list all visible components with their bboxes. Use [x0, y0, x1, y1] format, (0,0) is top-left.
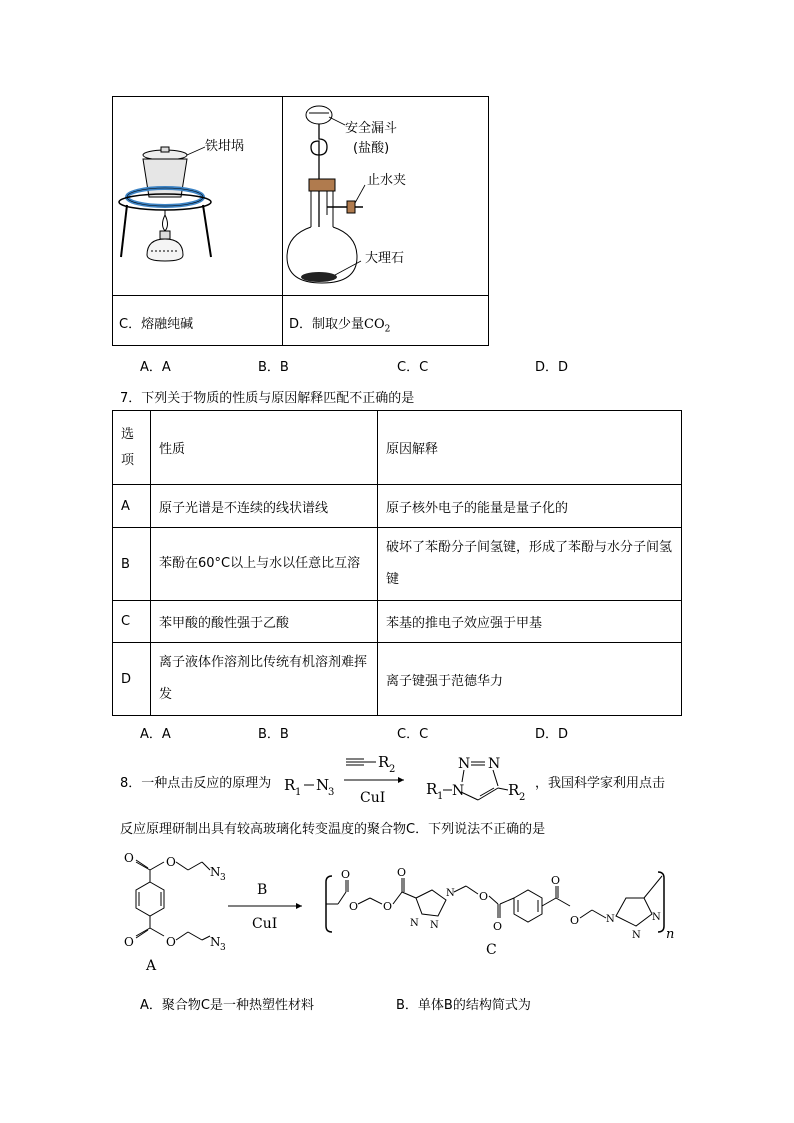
- svg-text:O: O: [479, 890, 489, 903]
- svg-text:2: 2: [389, 764, 396, 775]
- table-row: B 苯酚在60°C以上与水以任意比互溶 破坏了苯酚分子间氢键，形成了苯酚与水分子间氢键: [113, 528, 682, 601]
- svg-text:A: A: [146, 958, 157, 974]
- svg-text:N: N: [632, 930, 641, 941]
- svg-text:N: N: [458, 756, 471, 772]
- q8-intro: 8．一种点击反应的原理为: [120, 776, 272, 791]
- svg-text:N: N: [316, 776, 330, 794]
- svg-text:O: O: [493, 920, 503, 933]
- label-crucible: 铁坩埚: [205, 139, 245, 154]
- q6-option-b[interactable]: B．B: [258, 360, 289, 375]
- q8-line2: 反应原理研制出具有较高玻璃化转变温度的聚合物C．下列说法不正确的是: [120, 822, 546, 837]
- svg-text:R: R: [284, 776, 296, 794]
- svg-text:3: 3: [220, 873, 226, 883]
- q6-option-a[interactable]: A．A: [140, 360, 171, 375]
- svg-text:n: n: [666, 927, 675, 942]
- cell-d-caption: D．制取少量$CO_2$: [289, 317, 391, 335]
- q8-option-a[interactable]: A．聚合物C是一种热塑性材料: [140, 998, 314, 1013]
- svg-text:B: B: [257, 882, 268, 898]
- header-reason: 原因解释: [378, 411, 682, 485]
- svg-text:N: N: [210, 865, 221, 879]
- svg-text:2: 2: [519, 792, 526, 803]
- crucible-apparatus-figure: [113, 97, 282, 295]
- q7-option-c[interactable]: C．C: [397, 727, 429, 742]
- q7-option-a[interactable]: A．A: [140, 727, 171, 742]
- svg-text:CuI: CuI: [360, 790, 386, 806]
- table-row: A 原子光谱是不连续的线状谱线 原子核外电子的能量是量子化的: [113, 485, 682, 528]
- svg-text:N: N: [210, 935, 221, 949]
- svg-text:N: N: [606, 914, 615, 925]
- table-row: D 离子液体作溶剂比传统有机溶剂难挥发 离子键强于范德华力: [113, 643, 682, 716]
- q6-apparatus-table: [112, 96, 489, 346]
- svg-text:O: O: [124, 935, 134, 949]
- svg-text:3: 3: [220, 943, 226, 953]
- svg-text:O: O: [397, 866, 407, 879]
- svg-text:R: R: [508, 781, 520, 799]
- header-property: 性质: [151, 411, 378, 485]
- q8-intro-end: ，我国科学家利用点击: [535, 776, 666, 791]
- q8-option-b[interactable]: B．单体B的结构简式为: [396, 998, 531, 1013]
- q7-table: [112, 410, 682, 716]
- label-water-clamp: 止水夹: [367, 173, 407, 188]
- q6-option-d[interactable]: D．D: [535, 360, 569, 375]
- svg-text:N: N: [446, 888, 455, 899]
- label-marble: 大理石: [365, 251, 405, 266]
- table-row: C 苯甲酸的酸性强于乙酸 苯基的推电子效应强于甲基: [113, 601, 682, 643]
- svg-text:1: 1: [295, 787, 302, 798]
- svg-text:O: O: [341, 868, 351, 881]
- q6-option-c[interactable]: C．C: [397, 360, 429, 375]
- svg-text:O: O: [551, 874, 561, 887]
- svg-text:N: N: [652, 912, 661, 923]
- svg-text:N: N: [410, 918, 419, 929]
- q7-option-d[interactable]: D．D: [535, 727, 569, 742]
- svg-text:R: R: [426, 780, 438, 798]
- svg-text:1: 1: [437, 791, 444, 802]
- polymerization-scheme: [112, 842, 684, 982]
- label-safety-funnel: 安全漏斗: [345, 121, 398, 136]
- svg-text:O: O: [383, 900, 393, 913]
- svg-text:CuI: CuI: [252, 916, 278, 932]
- svg-text:O: O: [124, 851, 134, 865]
- svg-text:N: N: [488, 756, 501, 772]
- q7-option-b[interactable]: B．B: [258, 727, 289, 742]
- svg-text:3: 3: [328, 787, 335, 798]
- svg-text:N: N: [452, 783, 465, 799]
- svg-text:O: O: [166, 855, 176, 869]
- cell-c-caption: C．熔融纯碱: [119, 317, 194, 332]
- svg-text:N: N: [430, 920, 439, 931]
- svg-text:O: O: [349, 900, 359, 913]
- q7-question: 7．下列关于物质的性质与原因解释匹配不正确的是: [120, 391, 415, 406]
- label-hydrochloric-acid: (盐酸): [353, 141, 390, 156]
- click-reaction-scheme: [280, 750, 540, 810]
- svg-text:R: R: [378, 753, 390, 771]
- svg-text:C: C: [486, 942, 497, 958]
- header-option: 选项: [121, 426, 135, 468]
- svg-text:O: O: [570, 914, 580, 927]
- svg-text:O: O: [166, 935, 176, 949]
